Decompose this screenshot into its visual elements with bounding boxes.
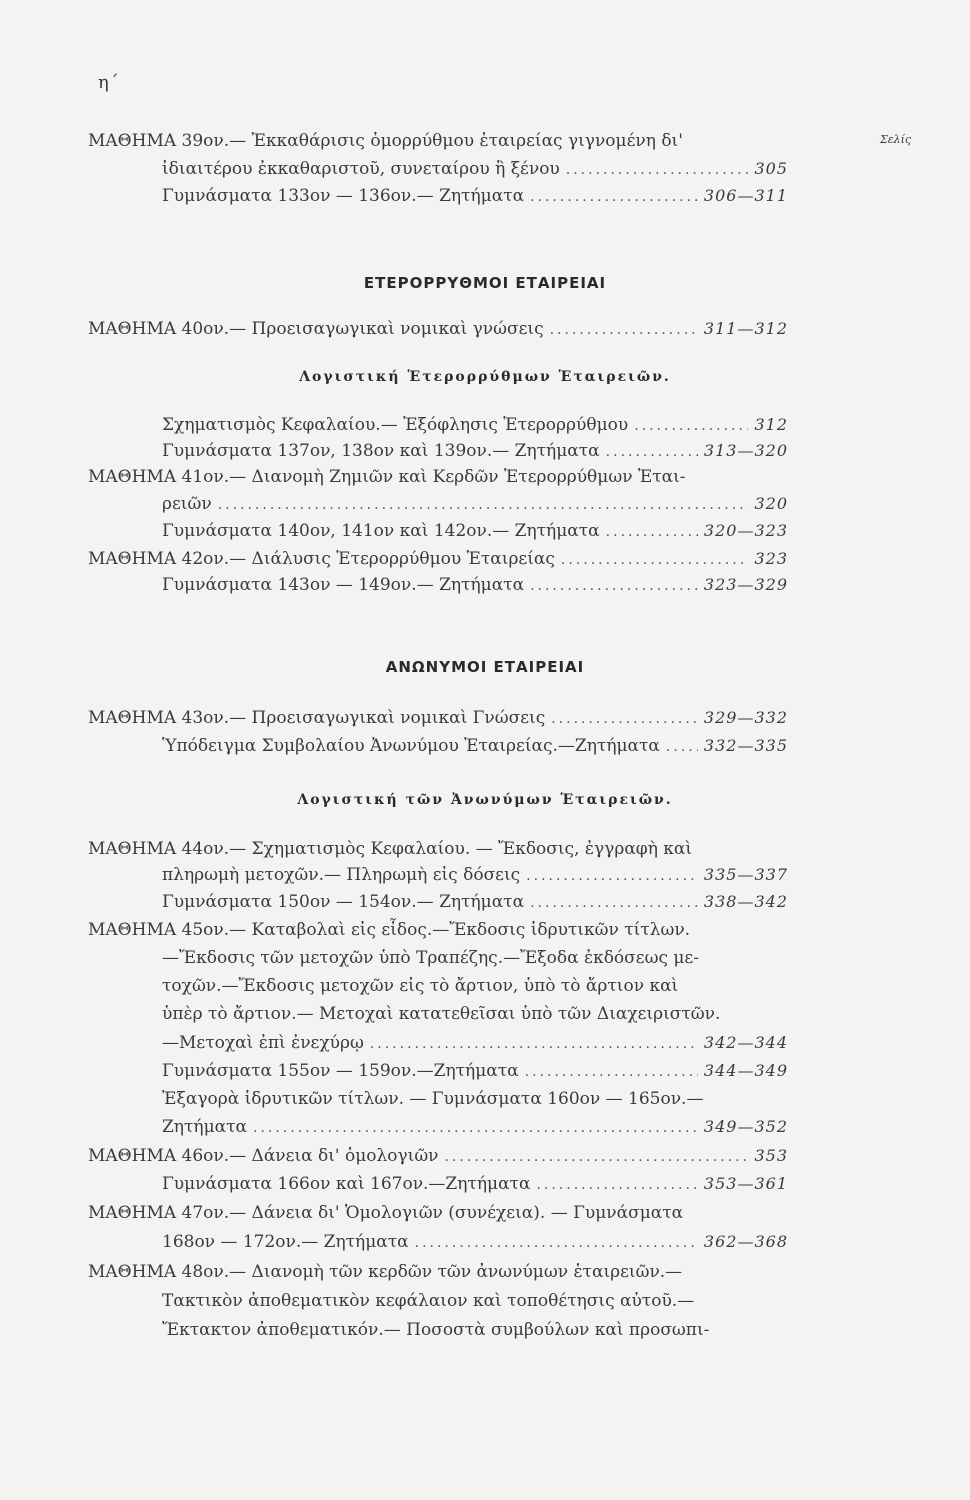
- toc-text: Ζητήματα: [162, 1117, 247, 1137]
- leader-dots: [566, 157, 749, 182]
- toc-line: [88, 836, 788, 862]
- toc-line: [88, 1143, 788, 1169]
- toc-line: [88, 546, 788, 572]
- toc-line: [162, 1058, 788, 1084]
- leader-dots: [551, 706, 698, 731]
- toc-page: 306—311: [703, 186, 788, 205]
- toc-page: 342—344: [703, 1033, 788, 1052]
- column-label: Σελίς: [880, 133, 912, 146]
- toc-text: ΜΑΘΗΜΑ 44ον.— Σχηματισμὸς Κεφαλαίου. — Ἔκδοσις, ἐγγραφὴ καὶ: [88, 839, 693, 859]
- toc-page: 332—335: [703, 736, 788, 755]
- leader-dots: [525, 1059, 698, 1084]
- toc-text: Τακτικὸν ἀποθεματικὸν κεφάλαιον καὶ τοποθέτησις αὐτοῦ.—: [162, 1291, 695, 1311]
- toc-page: 344—349: [703, 1061, 788, 1080]
- toc-line: [88, 1259, 788, 1285]
- section-title: ΕΤΕΡΟΡΡΥΘΜΟΙ ΕΤΑΙΡΕΙΑΙ: [363, 274, 607, 292]
- toc-text: ΜΑΘΗΜΑ 43ον.— Προεισαγωγικαὶ νομικαὶ Γνώσεις: [88, 708, 546, 728]
- toc-line: [162, 1317, 788, 1343]
- toc-text: Ἔκτακτον ἀποθεματικόν.— Ποσοστὰ συμβούλων καὶ προσωπι-: [162, 1320, 710, 1340]
- toc-text: ΜΑΘΗΜΑ 41ον.— Διανομὴ Ζημιῶν καὶ Κερδῶν Ἑτερορρύθμων Ἑται-: [88, 467, 686, 487]
- toc-line: [88, 128, 788, 154]
- toc-line: [88, 464, 788, 490]
- toc-page: 323: [754, 549, 788, 568]
- toc-page: 312: [754, 415, 788, 434]
- toc-text: Γυμνάσματα 166ον καὶ 167ον.—Ζητήματα: [162, 1174, 531, 1194]
- toc-text: τοχῶν.—Ἔκδοσις μετοχῶν εἰς τὸ ἄρτιον, ὑπὸ τὸ ἄρτιον καὶ: [162, 976, 679, 996]
- toc-text: ΜΑΘΗΜΑ 40ον.— Προεισαγωγικαὶ νομικαὶ γνώσεις: [88, 319, 544, 339]
- toc-text: Γυμνάσματα 143ον — 149ον.— Ζητήματα: [162, 575, 525, 595]
- toc-line: [162, 862, 788, 888]
- toc-line: [162, 491, 788, 517]
- toc-text: Ὑπόδειγμα Συμβολαίου Ἀνωνύμου Ἑταιρείας.—Ζητήματα: [162, 736, 660, 756]
- toc-text: ἰδιαιτέρου ἐκκαθαριστοῦ, συνεταίρου ἢ ξένου: [162, 159, 560, 179]
- leader-dots: [606, 439, 698, 464]
- leader-dots: [666, 734, 698, 759]
- toc-page: 329—332: [703, 708, 788, 727]
- toc-line: [88, 917, 788, 943]
- toc-line: [162, 1114, 788, 1140]
- toc-line: [88, 1200, 788, 1226]
- toc-text: ΜΑΘΗΜΑ 45ον.— Καταβολαὶ εἰς εἶδος.—Ἔκδοσις ἱδρυτικῶν τίτλων.: [88, 920, 691, 940]
- toc-page: 313—320: [703, 441, 788, 460]
- toc-text: ΜΑΘΗΜΑ 47ον.— Δάνεια δι' Ὁμολογιῶν (συνέχεια). — Γυμνάσματα: [88, 1203, 684, 1223]
- leader-dots: [536, 1172, 697, 1197]
- toc-line: [162, 183, 788, 209]
- toc-line: [162, 1229, 788, 1255]
- toc-page: 320—323: [703, 521, 788, 540]
- leader-dots: [606, 519, 698, 544]
- toc-line: [88, 316, 788, 342]
- toc-page: 349—352: [703, 1117, 788, 1136]
- leader-dots: [218, 492, 749, 517]
- toc-line: [162, 156, 788, 182]
- toc-line: [162, 518, 788, 544]
- leader-dots: [634, 413, 748, 438]
- toc-text: ΜΑΘΗΜΑ 46ον.— Δάνεια δι' ὁμολογιῶν: [88, 1146, 439, 1166]
- toc-page: 353: [754, 1146, 788, 1165]
- toc-line: [162, 889, 788, 915]
- toc-text: Ἐξαγορὰ ἱδρυτικῶν τίτλων. — Γυμνάσματα 160ον — 165ον.—: [162, 1089, 704, 1109]
- leader-dots: [530, 573, 698, 598]
- toc-line: [88, 705, 788, 731]
- section-subtitle: Λογιστική Ἑτερορρύθμων Ἑταιρειῶν.: [299, 369, 671, 385]
- toc-text: 168ον — 172ον.— Ζητήματα: [162, 1232, 409, 1252]
- toc-text: ΜΑΘΗΜΑ 42ον.— Διάλυσις Ἑτερορρύθμου Ἑταιρείας: [88, 549, 555, 569]
- section-subtitle: Λογιστική τῶν Ἀνωνύμων Ἑταιρειῶν.: [297, 792, 673, 808]
- leader-dots: [370, 1031, 698, 1056]
- toc-page: 338—342: [703, 892, 788, 911]
- toc-text: πληρωμὴ μετοχῶν.— Πληρωμὴ εἰς δόσεις: [162, 865, 521, 885]
- toc-page: 305: [754, 159, 788, 178]
- leader-dots: [415, 1230, 698, 1255]
- leader-dots: [253, 1115, 698, 1140]
- toc-line: [162, 1086, 788, 1112]
- leader-dots: [550, 317, 698, 342]
- leader-dots: [530, 890, 698, 915]
- toc-page: 323—329: [703, 575, 788, 594]
- toc-text: ρειῶν: [162, 494, 212, 514]
- toc-line: [162, 1288, 788, 1314]
- page-number: η΄: [98, 72, 120, 93]
- leader-dots: [445, 1144, 749, 1169]
- toc-line: [162, 572, 788, 598]
- leader-dots: [561, 547, 749, 572]
- toc-text: Γυμνάσματα 140ον, 141ον καὶ 142ον.— Ζητήματα: [162, 521, 600, 541]
- toc-line: [162, 1171, 788, 1197]
- leader-dots: [530, 184, 698, 209]
- toc-text: Γυμνάσματα 155ον — 159ον.—Ζητήματα: [162, 1061, 519, 1081]
- toc-page: 335—337: [703, 865, 788, 884]
- toc-text: ὑπὲρ τὸ ἄρτιον.— Μετοχαὶ κατατεθεῖσαι ὑπὸ τῶν Διαχειριστῶν.: [162, 1004, 721, 1024]
- toc-text: ΜΑΘΗΜΑ 39ον.— Ἐκκαθάρισις ὁμορρύθμου ἑταιρείας γιγνομένη δι': [88, 131, 683, 151]
- toc-line: [162, 945, 788, 971]
- toc-page: 320: [754, 494, 788, 513]
- toc-line: [162, 1030, 788, 1056]
- toc-text: Γυμνάσματα 133ον — 136ον.— Ζητήματα: [162, 186, 525, 206]
- toc-text: Γυμνάσματα 150ον — 154ον.— Ζητήματα: [162, 892, 525, 912]
- toc-text: ΜΑΘΗΜΑ 48ον.— Διανομὴ τῶν κερδῶν τῶν ἀνωνύμων ἑταιρειῶν.—: [88, 1262, 683, 1282]
- toc-line: [162, 733, 788, 759]
- toc-page: 311—312: [703, 319, 788, 338]
- toc-text: —Ἔκδοσις τῶν μετοχῶν ὑπὸ Τραπέζης.—Ἔξοδα ἐκδόσεως με-: [162, 948, 699, 968]
- toc-line: [162, 1001, 788, 1027]
- toc-line: [162, 412, 788, 438]
- toc-text: —Μετοχαὶ ἐπὶ ἐνεχύρῳ: [162, 1033, 364, 1053]
- leader-dots: [526, 863, 698, 888]
- section-title: ΑΝΩΝΥΜΟΙ ΕΤΑΙΡΕΙΑΙ: [385, 658, 585, 676]
- toc-line: [162, 438, 788, 464]
- toc-line: [162, 973, 788, 999]
- toc-page: 362—368: [703, 1232, 788, 1251]
- toc-text: Σχηματισμὸς Κεφαλαίου.— Ἐξόφλησις Ἑτερορρύθμου: [162, 415, 629, 435]
- toc-text: Γυμνάσματα 137ον, 138ον καὶ 139ον.— Ζητήματα: [162, 441, 600, 461]
- toc-page: 353—361: [703, 1174, 788, 1193]
